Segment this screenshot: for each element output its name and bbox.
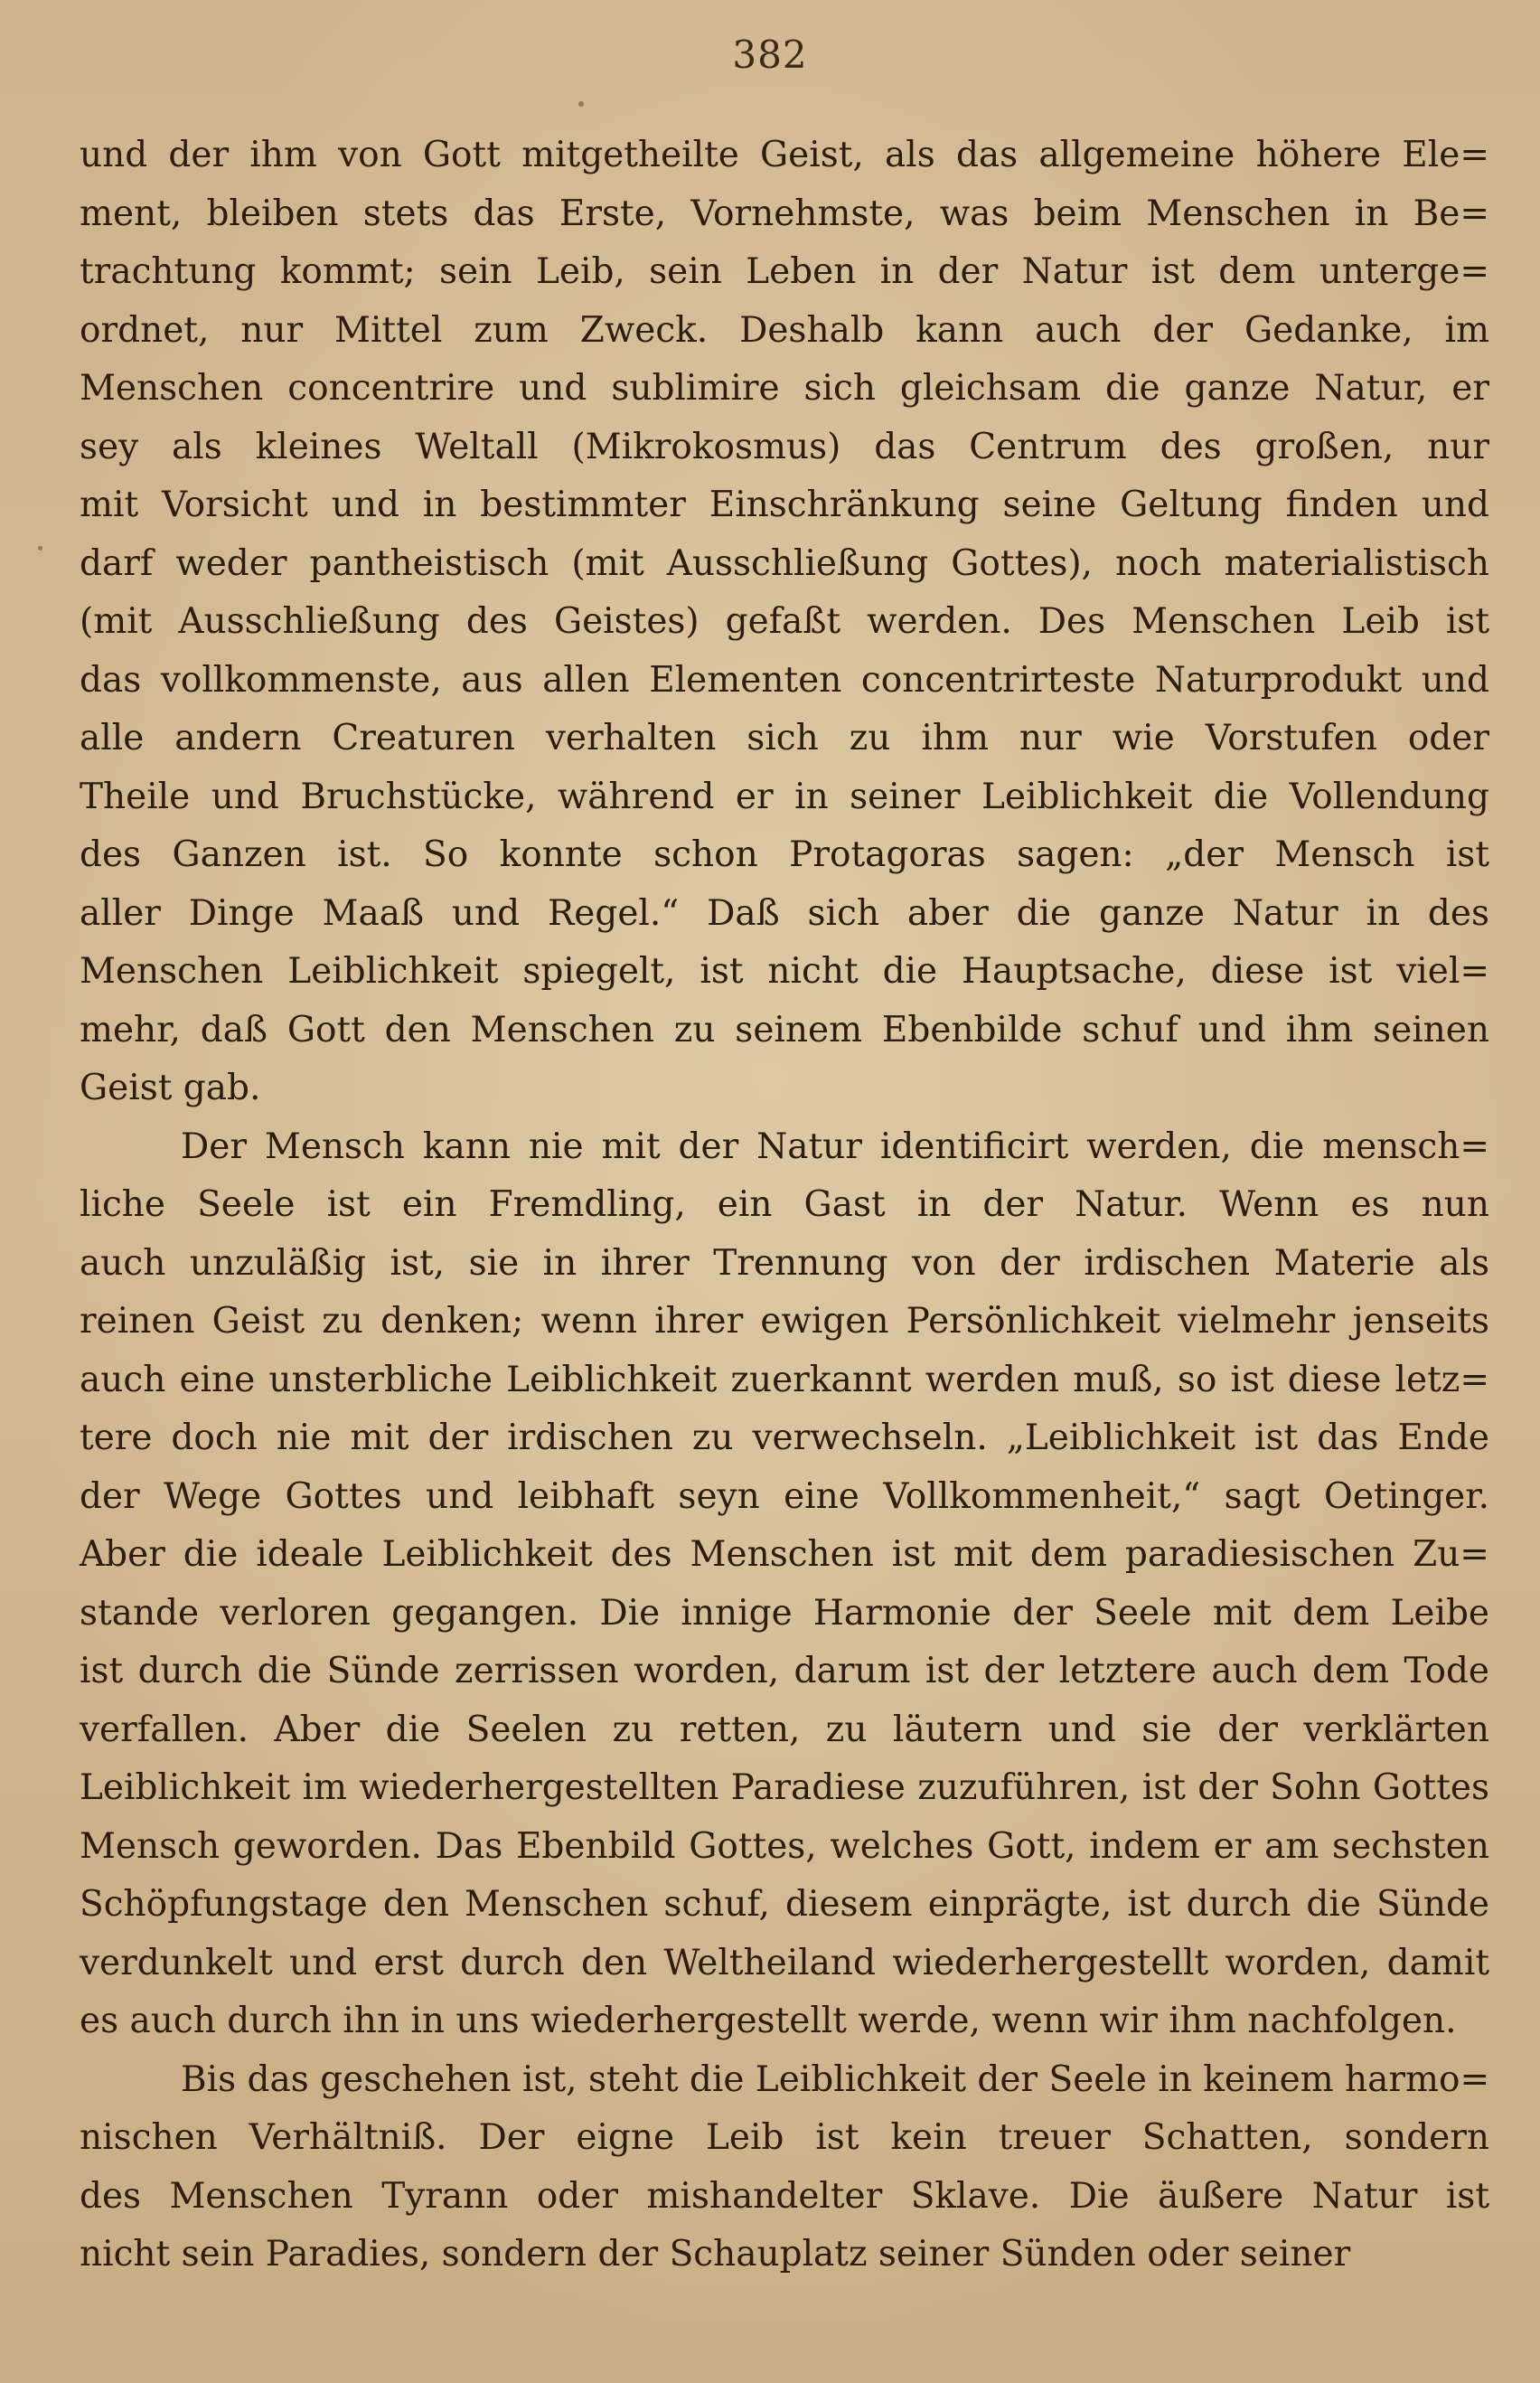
- text-line: verdunkelt und erst durch den Weltheiland wiederhergestellt worden, damit: [80, 1942, 1489, 1983]
- text-line: des Ganzen ist. So konnte schon Protagoras sagen: „der Mensch ist: [80, 834, 1489, 875]
- paper-speck: [38, 546, 42, 551]
- text-line: aller Dinge Maaß und Regel.“ Daß sich aber die ganze Natur in des: [80, 892, 1489, 934]
- page-number: 382: [732, 33, 808, 77]
- text-line: trachtung kommt; sein Leib, sein Leben in der Natur ist dem unterge=: [80, 251, 1489, 292]
- text-line: ment, bleiben stets das Erste, Vornehmste, was beim Menschen in Be=: [80, 193, 1489, 234]
- text-line: Geist gab.: [80, 1068, 261, 1108]
- text-line: mit Vorsicht und in bestimmter Einschränkung seine Geltung finden und: [80, 485, 1489, 525]
- text-line: mehr, daß Gott den Menschen zu seinem Ebenbilde schuf und ihm seinen: [80, 1009, 1489, 1050]
- text-line: sey als kleines Weltall (Mikrokosmus) das Centrum des großen, nur: [80, 426, 1489, 467]
- text-line: des Menschen Tyrann oder mishandelter Sklave. Die äußere Natur ist: [80, 2175, 1489, 2217]
- paragraph: [80, 1118, 1489, 2051]
- text-line: Theile und Bruchstücke, während er in seiner Leiblichkeit die Vollendung: [80, 776, 1489, 817]
- text-line: alle andern Creaturen verhalten sich zu ihm nur wie Vorstufen oder: [80, 718, 1489, 758]
- text-line: Bis das geschehen ist, steht die Leiblichkeit der Seele in keinem harmo=: [181, 2058, 1490, 2100]
- text-line: Mensch geworden. Das Ebenbild Gottes, welches Gott, indem er am sechsten: [80, 1825, 1489, 1867]
- text-line: ordnet, nur Mittel zum Zweck. Deshalb kann auch der Gedanke, im: [80, 309, 1489, 351]
- text-line: tere doch nie mit der irdischen zu verwechseln. „Leiblichkeit ist das Ende: [80, 1418, 1489, 1458]
- text-line: Schöpfungstage den Menschen schuf, diesem einprägte, ist durch die Sünde: [80, 1884, 1489, 1925]
- text-line: auch unzuläßig ist, sie in ihrer Trennung von der irdischen Materie als: [80, 1242, 1489, 1284]
- text-line: reinen Geist zu denken; wenn ihrer ewigen Persönlichkeit vielmehr jenseits: [80, 1301, 1489, 1342]
- text-line: und der ihm von Gott mitgetheilte Geist, als das allgemeine höhere Ele=: [80, 135, 1489, 175]
- text-line: es auch durch ihn in uns wiederhergestellt werde, wenn wir ihm nachfolgen.: [80, 2001, 1457, 2041]
- text-line: nicht sein Paradies, sondern der Schauplatz seiner Sünden oder seiner: [80, 2234, 1351, 2275]
- text-line: das vollkommenste, aus allen Elementen concentrirteste Naturprodukt und: [80, 659, 1489, 701]
- text-line: der Wege Gottes und leibhaft seyn eine Vollkommenheit,“ sagt Oetinger.: [80, 1475, 1489, 1517]
- text-line: darf weder pantheistisch (mit Ausschließung Gottes), noch materialistisch: [80, 542, 1489, 584]
- body-text: [80, 127, 1489, 2284]
- text-line: Menschen Leiblichkeit spiegelt, ist nicht die Hauptsache, diese ist viel=: [80, 951, 1489, 992]
- text-line: Leiblichkeit im wiederhergestellten Paradiese zuzuführen, ist der Sohn Gottes: [80, 1767, 1489, 1808]
- text-line: Menschen concentrire und sublimire sich gleichsam die ganze Natur, er: [80, 368, 1489, 409]
- text-line: (mit Ausschließung des Geistes) gefaßt werden. Des Menschen Leib ist: [80, 601, 1489, 642]
- text-line: liche Seele ist ein Fremdling, ein Gast in der Natur. Wenn es nun: [80, 1184, 1489, 1225]
- paragraph: [80, 127, 1489, 1118]
- text-line: Der Mensch kann nie mit der Natur identificirt werden, die mensch=: [181, 1126, 1489, 1167]
- paragraph: [80, 2051, 1489, 2284]
- text-line: Aber die ideale Leiblichkeit des Menschen ist mit dem paradiesischen Zu=: [80, 1534, 1489, 1575]
- text-line: auch eine unsterbliche Leiblichkeit zuerkannt werden muß, so ist diese letz=: [80, 1359, 1489, 1400]
- text-line: verfallen. Aber die Seelen zu retten, zu läutern und sie der verklärten: [80, 1709, 1489, 1750]
- text-line: stande verloren gegangen. Die innige Harmonie der Seele mit dem Leibe: [80, 1592, 1489, 1634]
- text-line: ist durch die Sünde zerrissen worden, darum ist der letztere auch dem Tode: [80, 1651, 1489, 1691]
- text-line: nischen Verhältniß. Der eigne Leib ist kein treuer Schatten, sondern: [80, 2117, 1489, 2158]
- paper-speck: [578, 101, 584, 107]
